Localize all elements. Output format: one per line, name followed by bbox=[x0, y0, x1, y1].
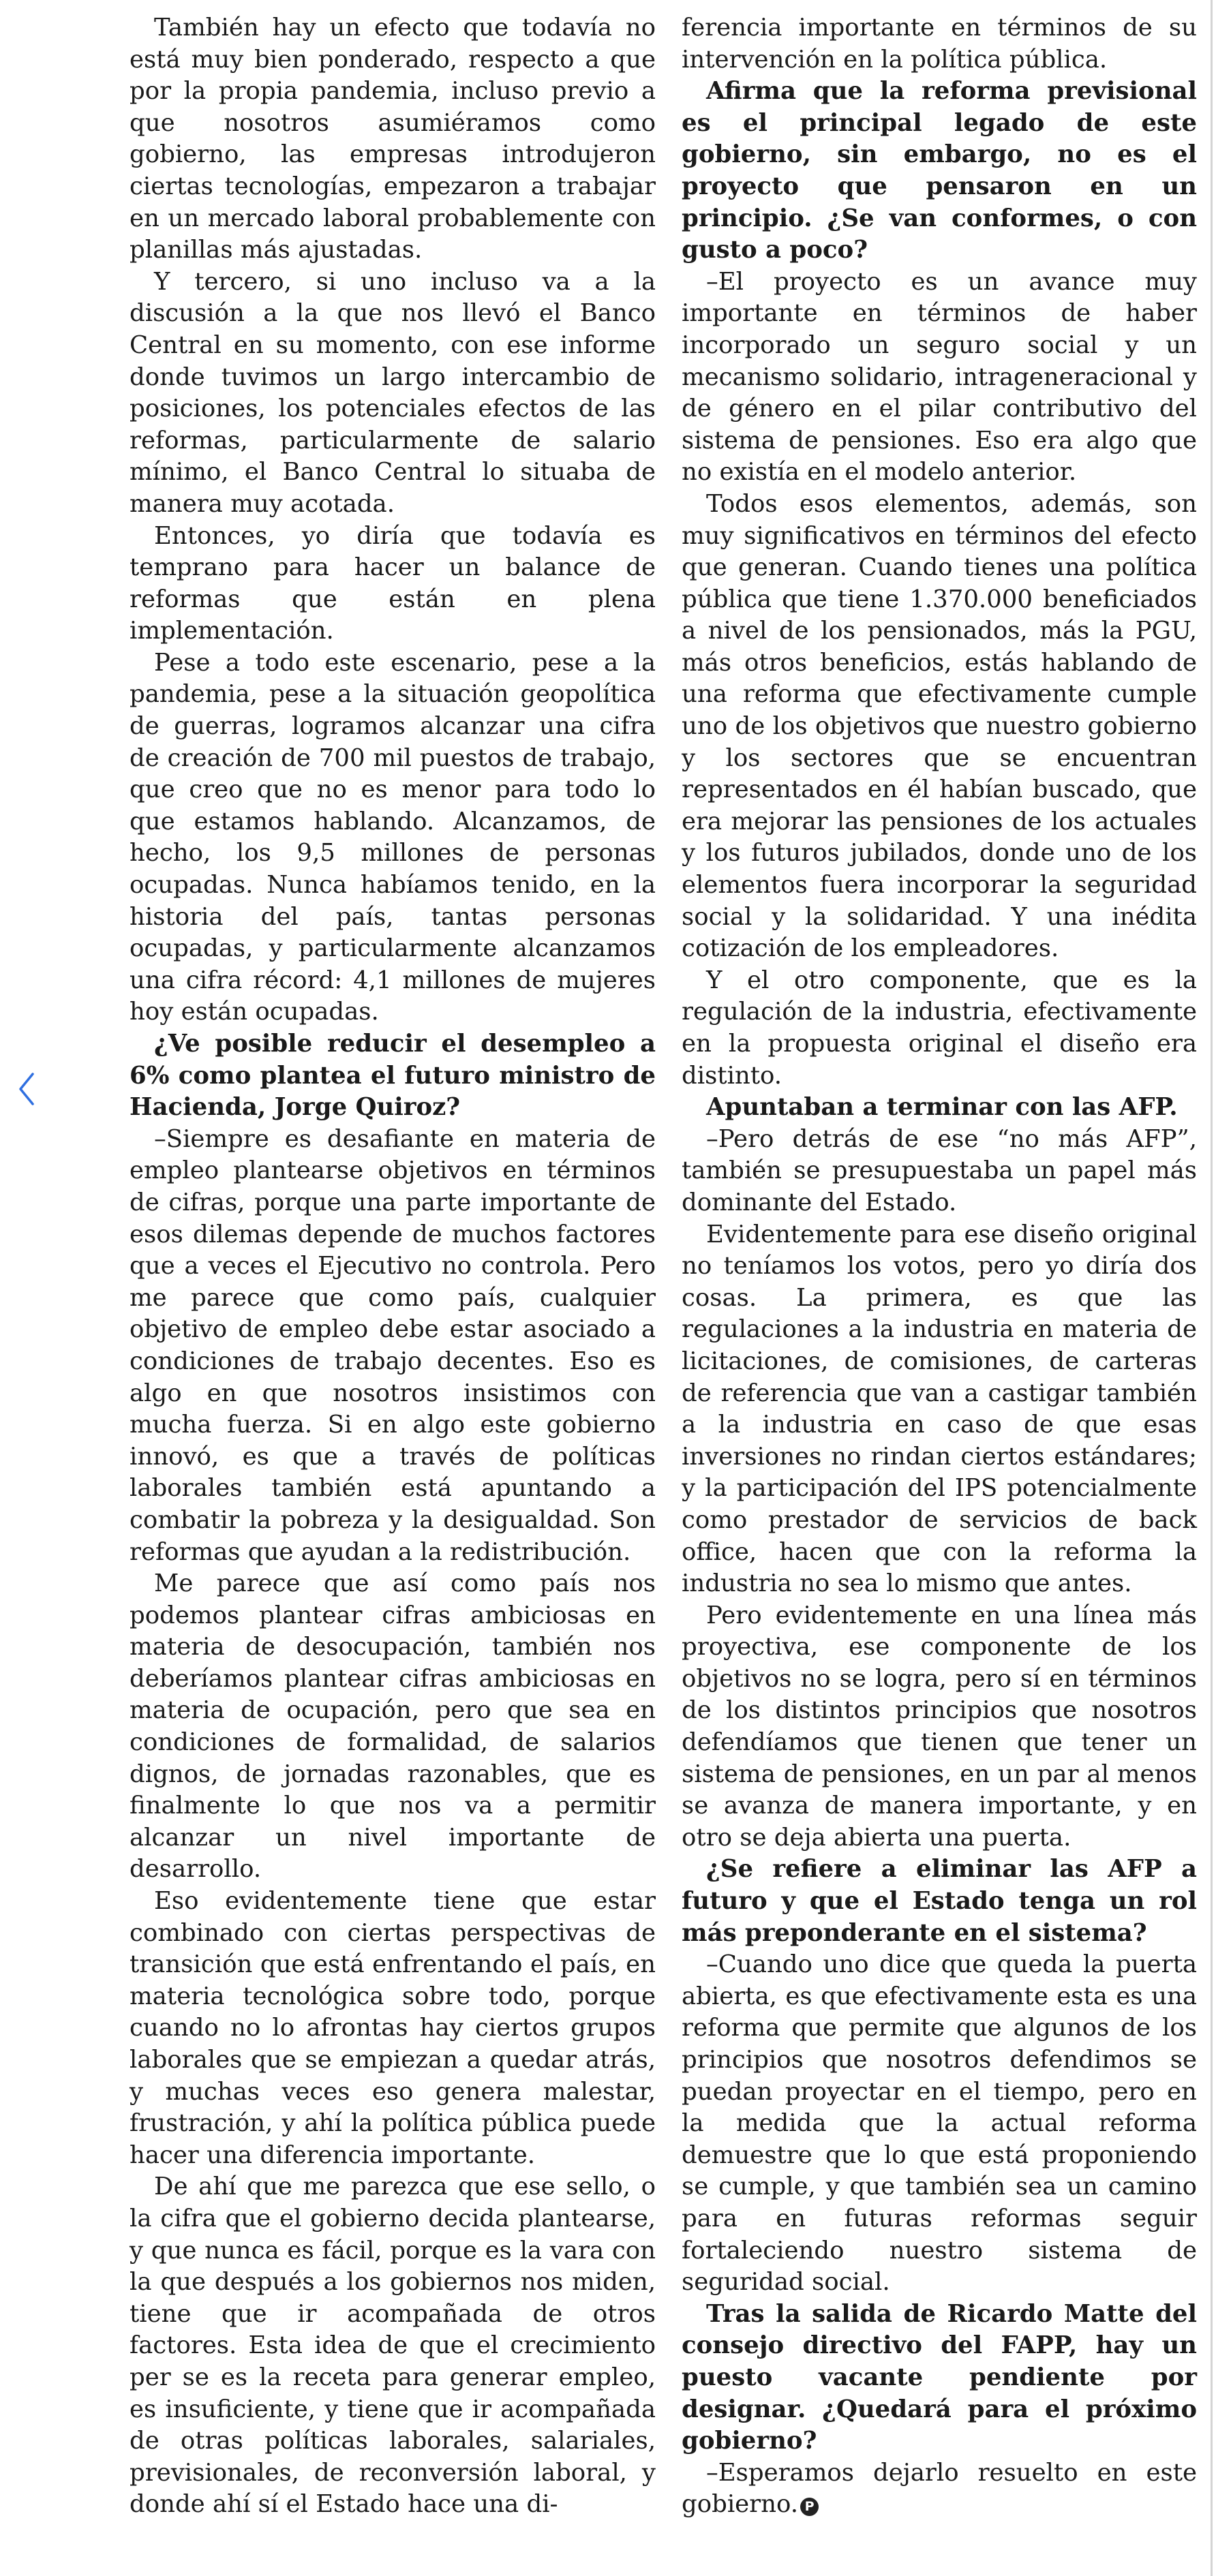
paragraph: Entonces, yo diría que todavía es temprano para hacer un balance de reformas que están en plena implementación. bbox=[130, 521, 656, 645]
paragraph: Y tercero, si uno incluso va a la discusión a la que nos llevó el Banco Central en su momento, con ese informe donde tuvimos un largo intercambio de posiciones, los potenciales efectos de las reformas, particularmente de salario mínimo, el Banco Central lo situaba de manera muy acotada. bbox=[130, 267, 656, 518]
previous-page-arrow-icon[interactable] bbox=[15, 1069, 38, 1109]
interview-answer-final bbox=[682, 2457, 1197, 2521]
paragraph-continuation: ferencia importante en términos de su intervención en la política pública. bbox=[682, 14, 1197, 74]
article-column-right bbox=[682, 12, 1197, 2521]
paragraph: Pese a todo este escenario, pese a la pandemia, pese a la situación geopolítica de guerras, logramos alcanzar una cifra de creación de 700 mil puestos de trabajo, que creo que no es menor para todo lo que estamos hablando. Alcanzamos, de hecho, los 9,5 millones de personas ocupadas. Nunca habíamos tenido, en la historia del país, tantas personas ocupadas, y particularmente alcanzamos una cifra récord: 4,1 millones de mujeres hoy están ocupadas. bbox=[130, 648, 656, 1026]
interview-question: Tras la salida de Ricardo Matte del consejo directivo del FAPP, hay un puesto vacante pendiente por designar. ¿Quedará para el próximo gobierno? bbox=[682, 2299, 1197, 2455]
final-answer-text: –Esperamos dejarlo resuelto en este gobierno. bbox=[682, 2458, 1197, 2519]
paragraph: De ahí que me parezca que ese sello, o la cifra que el gobierno decida plantearse, y que nunca es fácil, porque es la vara con la que después a los gobiernos nos miden, tiene que ir acompañada de otros factores. Esta idea de que el crecimiento per se es la receta para generar empleo, es insuficiente, y tiene que ir acompañada de otras políticas laborales, salariales, previsionales, de reconversión laboral, y donde ahí sí el Estado hace una di- bbox=[130, 2173, 656, 2519]
end-of-article-icon: P bbox=[800, 2498, 819, 2516]
paragraph: Me parece que así como país nos podemos plantear cifras ambiciosas en materia de desocupación, también nos deberíamos plantear cifras ambiciosas en materia de ocupación, pero que sea en condiciones de formalidad, de salarios dignos, de jornadas razonables, que es finalmente lo que nos va a permitir alcanzar un nivel importante de desarrollo. bbox=[130, 1569, 656, 1884]
interview-answer: –Siempre es desafiante en materia de empleo plantearse objetivos en términos de cifras, porque una parte importante de esos dilemas depende de muchos factores que a veces el Ejecutivo no controla. Pero me parece que como país, cualquier objetivo de empleo debe estar asociado a condiciones de trabajo decentes. Eso es algo en que nosotros insistimos con mucha fuerza. Si en algo este gobierno innovó, es que a través de políticas laborales también está apuntando a combatir la pobreza y la desigualdad. Son reformas que ayudan a la redistribución. bbox=[130, 1124, 656, 1566]
interview-answer: –Pero detrás de ese “no más AFP”, también se presupuestaba un papel más dominante del Estado. bbox=[682, 1124, 1197, 1216]
paragraph: Y el otro componente, que es la regulación de la industria, efectivamente en la propuesta original el diseño era distinto. bbox=[682, 966, 1197, 1090]
paragraph: También hay un efecto que todavía no está muy bien ponderado, respecto a que por la propia pandemia, incluso previo a que nosotros asumiéramos como gobierno, las empresas introdujeron ciertas tecnologías, empezaron a trabajar en un mercado laboral probablemente con planillas más ajustadas. bbox=[130, 14, 656, 264]
interview-question: ¿Se refiere a eliminar las AFP a futuro y que el Estado tenga un rol más preponderante en el sistema? bbox=[682, 1855, 1197, 1947]
interview-answer: –El proyecto es un avance muy importante en términos de haber incorporado un seguro social y un mecanismo solidario, intrageneracional y de género en el pilar contributivo del sistema de pensiones. Eso era algo que no existía en el modelo anterior. bbox=[682, 267, 1197, 487]
article-column-left bbox=[130, 12, 656, 2521]
interview-question: Afirma que la reforma previsional es el principal legado de este gobierno, sin embargo, no es el proyecto que pensaron en un principio. ¿Se van conformes, o con gusto a poco? bbox=[682, 77, 1197, 264]
interview-answer: –Cuando uno dice que queda la puerta abierta, es que efectivamente esta es una reforma que permite que algunos de los principios que nosotros defendimos se puedan proyectar en el tiempo, pero en la medida que la actual reforma demuestre que lo que está proponiendo se cumple, y que también sea un camino para en futuras reformas seguir fortaleciendo nuestro sistema de seguridad social. bbox=[682, 1950, 1197, 2297]
paragraph: Pero evidentemente en una línea más proyectiva, ese componente de los objetivos no se logra, pero sí en términos de los distintos principios que nosotros defendíamos que tienen que tener un sistema de pensiones, en un par al menos se avanza de manera importante, y en otro se deja abierta una puerta. bbox=[682, 1601, 1197, 1852]
paragraph: Todos esos elementos, además, son muy significativos en términos del efecto que generan. Cuando tienes una política pública que tiene 1.370.000 beneficiados a nivel de los pensionados, más la PGU, más otros beneficios, estás hablando de una reforma que efectivamente cumple uno de los objetivos que nuestro gobierno y los sectores que se encuentran representados en él habían buscado, que era mejorar las pensiones de los actuales y los futuros jubilados, donde uno de los elementos fuera incorporar la seguridad social y la solidaridad. Y una inédita cotización de los empleadores. bbox=[682, 489, 1197, 963]
interview-question: ¿Ve posible reducir el desempleo a 6% como plantea el futuro ministro de Hacienda, Jorge Quiroz? bbox=[130, 1030, 656, 1122]
paragraph: Eso evidentemente tiene que estar combinado con ciertas perspectivas de transición que está enfrentando el país, en materia tecnológica sobre todo, porque cuando no lo afrontas hay ciertos grupos laborales que se empiezan a quedar atrás, y muchas veces eso genera malestar, frustración, y ahí la política pública puede hacer una diferencia importante. bbox=[130, 1887, 656, 2169]
page-edge-rule bbox=[1211, 0, 1213, 2576]
paragraph: Evidentemente para ese diseño original no teníamos los votos, pero yo diría dos cosas. La primera, es que las regulaciones a la industria en materia de licitaciones, de comisiones, de carteras de referencia que van a castigar también a la industria en caso de que esas inversiones no rindan ciertos estándares; y la participación del IPS potencialmente como prestador de servicios de back office, hacen que con la reforma la industria no sea lo mismo que antes. bbox=[682, 1220, 1197, 1598]
interview-question: Apuntaban a terminar con las AFP. bbox=[706, 1093, 1178, 1122]
